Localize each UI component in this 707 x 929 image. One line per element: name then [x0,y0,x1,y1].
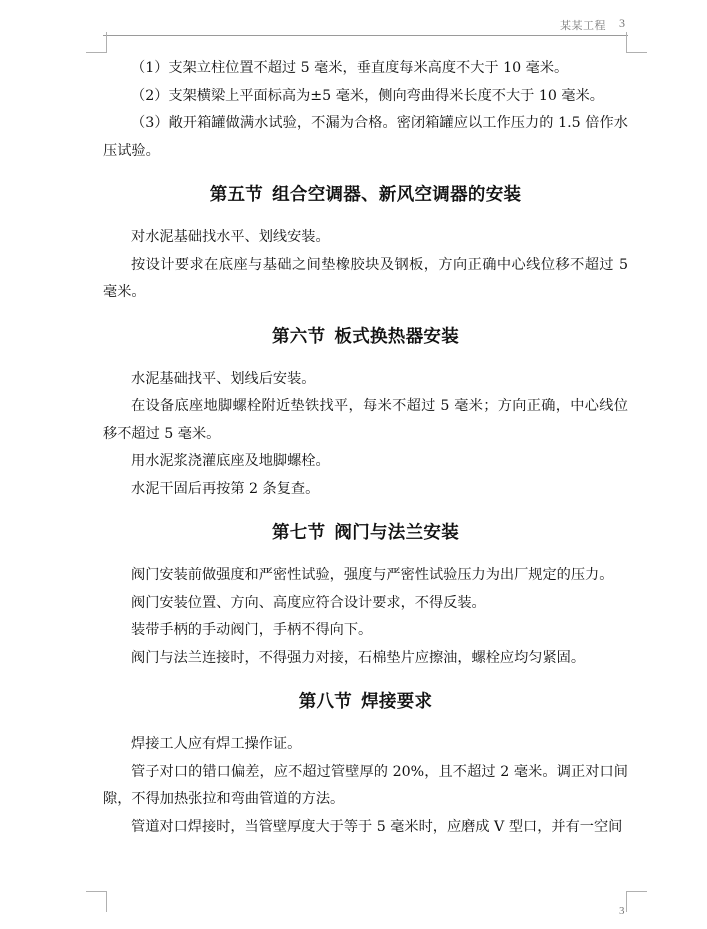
body-paragraph: 阀门安装位置、方向、高度应符合设计要求，不得反装。 [131,594,486,611]
section-title: 阀门与法兰安装 [334,523,459,543]
header-rule [103,35,628,36]
section-heading [103,323,628,348]
body-paragraph: 对水泥基础找水平、划线安装。 [131,229,330,245]
body-paragraph: 在设备底座地脚螺栓附近垫铁找平，每米不超过 5 毫米；方向正确，中心线位移不超过 5 毫米。 [103,398,628,442]
crop-mark-top-right [626,32,647,53]
section-heading [103,181,628,206]
body-paragraph: 管道对口焊接时，当管壁厚度大于等于 5 毫米时，应磨成 V 型口，并有一空间 [131,818,623,835]
body-paragraph: 焊接工人应有焊工操作证。 [131,736,302,752]
body-paragraph: 管子对口的错口偏差，应不超过管壁厚的 20%，且不超过 2 毫米。调正对口间隙，不得加热张拉和弯曲管道的方法。 [103,763,628,807]
body-paragraph: （2）支架横梁上平面标高为±5 毫米，侧向弯曲得米长度不大于 10 毫米。 [131,87,604,104]
section-title: 板式换热器安装 [334,326,459,347]
body-paragraph: 阀门安装前做强度和严密性试验，强度与严密性试验压力为出厂规定的压力。 [131,567,614,583]
crop-mark-top-left [86,32,107,53]
section-number: 第八节 [298,692,353,712]
body-paragraph: （1）支架立柱位置不超过 5 毫米，垂直度每米高度不大于 10 毫米。 [131,60,569,76]
section-heading [103,688,628,713]
section-title: 焊接要求 [361,692,433,712]
section-number: 第七节 [271,523,326,543]
body-paragraph: 装带手柄的手动阀门，手柄不得向下。 [131,622,373,638]
section-number: 第五节 [209,185,264,205]
header-page-number: 3 [619,16,625,30]
document-body [103,55,628,841]
crop-mark-bottom-right [626,891,647,912]
body-paragraph: （3）敞开箱罐做满水试验，不漏为合格。密闭箱罐应以工作压力的 1.5 倍作水压试验。 [103,115,628,159]
body-paragraph: 按设计要求在底座与基础之间垫橡胶块及钢板，方向正确中心线位移不超过 5 毫米。 [103,256,628,300]
body-paragraph: 水泥基础找平、划线后安装。 [131,370,316,387]
crop-mark-bottom-left [86,891,107,912]
footer-page-number: 3 [619,905,625,917]
section-number: 第六节 [271,326,326,347]
body-paragraph: 阀门与法兰连接时，不得强力对接，石棉垫片应擦油，螺栓应均匀紧固。 [131,649,586,666]
section-heading [103,519,628,544]
header-title: 某某工程 [560,19,606,32]
body-paragraph: 用水泥浆浇灌底座及地脚螺栓。 [131,453,330,469]
body-paragraph: 水泥干固后再按第 2 条复查。 [131,480,320,497]
section-title: 组合空调器、新风空调器的安装 [272,185,522,205]
